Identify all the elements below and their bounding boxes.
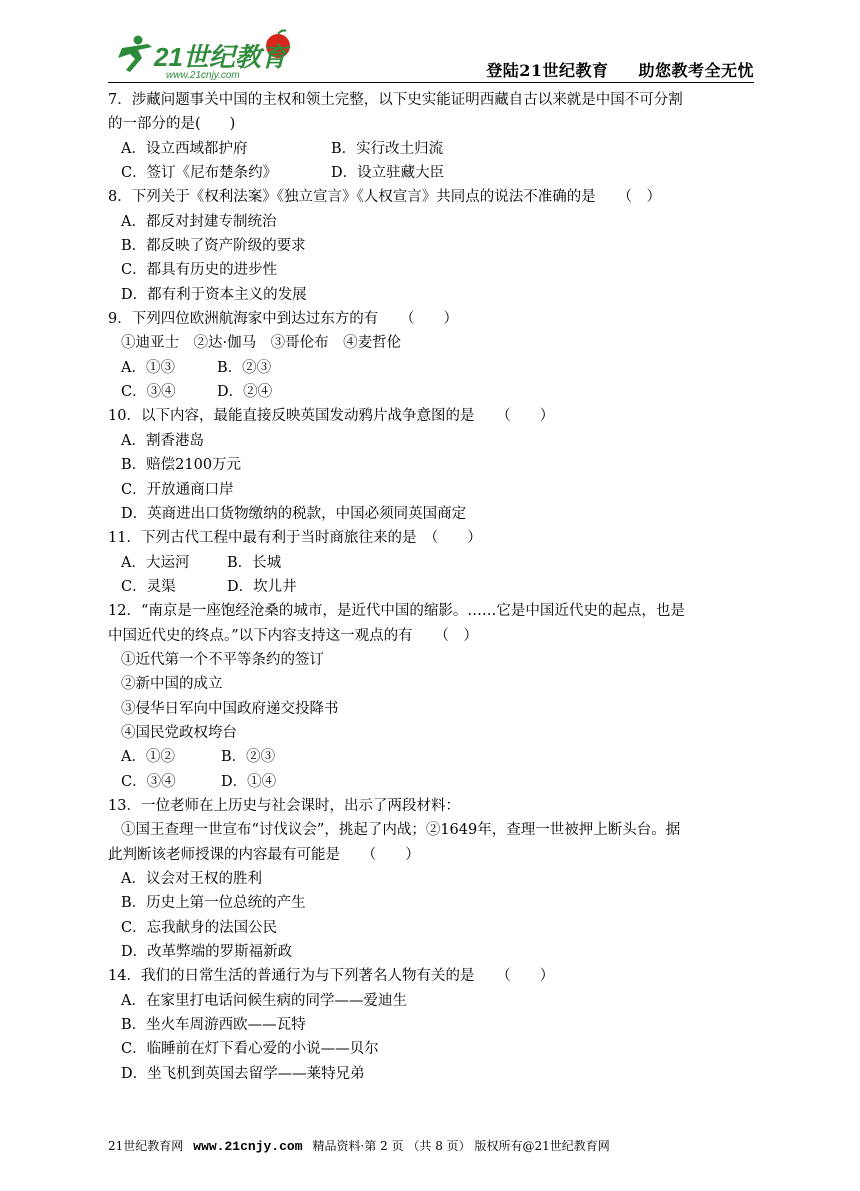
q8-option-a[interactable]: A．都反对封建专制统治 [121,213,277,230]
page-header [108,28,754,82]
q13-material-line2: 此判断该老师授课的内容最有可能是 （ ） [108,846,420,863]
q8-stem: 8．下列关于《权利法案》《独立宣言》《人权宣言》共同点的说法不准确的是 （ ） [108,189,661,206]
runner-icon [118,36,152,73]
q13-option-a[interactable]: A．议会对王权的胜利 [121,871,262,887]
q7-option-d[interactable]: D．设立驻藏大臣 [331,165,445,182]
logo [108,28,308,82]
question-list [108,88,754,1086]
q7-option-c[interactable]: C．签订《尼布楚条约》 [121,165,278,182]
q12-item-3: ③侵华日军向中国政府递交投降书 [121,700,339,717]
q12-item-4: ④国民党政权垮台 [121,724,237,741]
q9-items: ①迪亚士 ②达·伽马 ③哥伦布 ④麦哲伦 [121,335,402,352]
q12-option-b[interactable]: B．②③ [221,749,276,766]
q12-stem-line1: 12．“南京是一座饱经沧桑的城市，是近代中国的缩影。……它是中国近代史的起点，也是 [108,603,685,620]
q11-option-c[interactable]: C．灵渠 [121,578,176,595]
page-footer [108,1137,610,1154]
q14-option-d[interactable]: D．坐飞机到英国去留学——莱特兄弟 [121,1065,365,1082]
q7-options-row2 [108,161,754,185]
q8-option-b[interactable]: B．都反映了资产阶级的要求 [121,238,306,255]
q10-option-a[interactable]: A．割香港岛 [121,432,204,449]
q12-option-a[interactable]: A．①② [121,749,175,766]
q7-option-a[interactable]: A．设立西域都护府 [121,140,248,157]
q7-options-row1 [108,137,754,161]
q13-stem: 13．一位老师在上历史与社会课时，出示了两段材料： [108,797,460,814]
q7-stem-line1: 7．涉藏问题事关中国的主权和领土完整，以下史实能证明西藏自古以来就是中国不可分割 [108,92,683,108]
q9-option-c[interactable]: C．③④ [121,384,176,401]
q9-options-row1 [108,356,754,380]
q13-option-b[interactable]: B．历史上第一位总统的产生 [121,895,306,912]
q7-stem-line2: 的一部分的是( ) [108,116,236,133]
q12-item-2: ②新中国的成立 [121,676,223,693]
footer-right: 精品资料·第 2 页 （共 8 页） 版权所有@21世纪教育网 [312,1139,610,1153]
q9-option-a[interactable]: A．①③ [121,359,175,376]
q11-option-b[interactable]: B．长城 [227,554,282,571]
q14-option-c[interactable]: C．临睡前在灯下看心爱的小说——贝尔 [121,1041,379,1058]
q12-option-d[interactable]: D．①④ [221,773,277,790]
q9-stem: 9．下列四位欧洲航海家中到达过东方的有 （ ） [108,311,458,328]
footer-left: 21世纪教育网 [108,1139,184,1153]
footer-site-link[interactable]: www.21cnjy.com [193,1139,303,1154]
header-rule [108,82,754,83]
q13-option-c[interactable]: C．忘我献身的法国公民 [121,919,278,936]
q11-stem: 11．下列古代工程中最有利于当时商旅往来的是 （ ） [108,530,482,547]
q7-option-b[interactable]: B．实行改土归流 [331,140,444,157]
slogan-right: 助您教考全无忧 [638,61,754,80]
slogan-left: 登陆21世纪教育 [486,61,609,80]
q13-option-d[interactable]: D．改革弊端的罗斯福新政 [121,944,293,961]
q8-option-d[interactable]: D．都有利于资本主义的发展 [121,286,307,303]
q12-stem-line2: 中国近代史的终点。”以下内容支持这一观点的有 （ ） [108,627,478,644]
q11-options-row2 [108,575,754,599]
q14-stem: 14．我们的日常生活的普通行为与下列著名人物有关的是 （ ） [108,968,555,985]
q10-option-c[interactable]: C．开放通商口岸 [121,481,234,498]
q11-option-d[interactable]: D．坎儿井 [227,578,297,595]
q10-option-d[interactable]: D．英商进出口货物缴纳的税款，中国必须同英国商定 [121,505,467,522]
q10-option-b[interactable]: B．赔偿2100万元 [121,457,242,474]
logo-text: 21世纪教育 [154,42,287,72]
q8-option-c[interactable]: C．都具有历史的进步性 [121,262,278,279]
q9-options-row2 [108,380,754,404]
q11-option-a[interactable]: A．大运河 [121,554,190,571]
logo-url: www.21cnjy.com [166,70,240,81]
q12-option-c[interactable]: C．③④ [121,773,176,790]
q12-item-1: ①近代第一个不平等条约的签订 [121,651,324,668]
q14-option-a[interactable]: A．在家里打电话问候生病的同学——爱迪生 [121,992,407,1009]
q10-stem: 10．以下内容，最能直接反映英国发动鸦片战争意图的是 （ ） [108,408,555,425]
q9-option-b[interactable]: B．②③ [217,359,272,376]
q12-options-row1 [108,745,754,769]
q13-material-line1: ①国王查理一世宣布“讨伐议会”，挑起了内战；②1649年，查理一世被押上断头台。据 [121,822,681,839]
q12-options-row2 [108,770,754,794]
q9-option-d[interactable]: D．②④ [217,384,273,401]
q11-options-row1 [108,551,754,575]
q14-option-b[interactable]: B．坐火车周游西欧——瓦特 [121,1017,306,1034]
header-slogan [486,58,754,81]
